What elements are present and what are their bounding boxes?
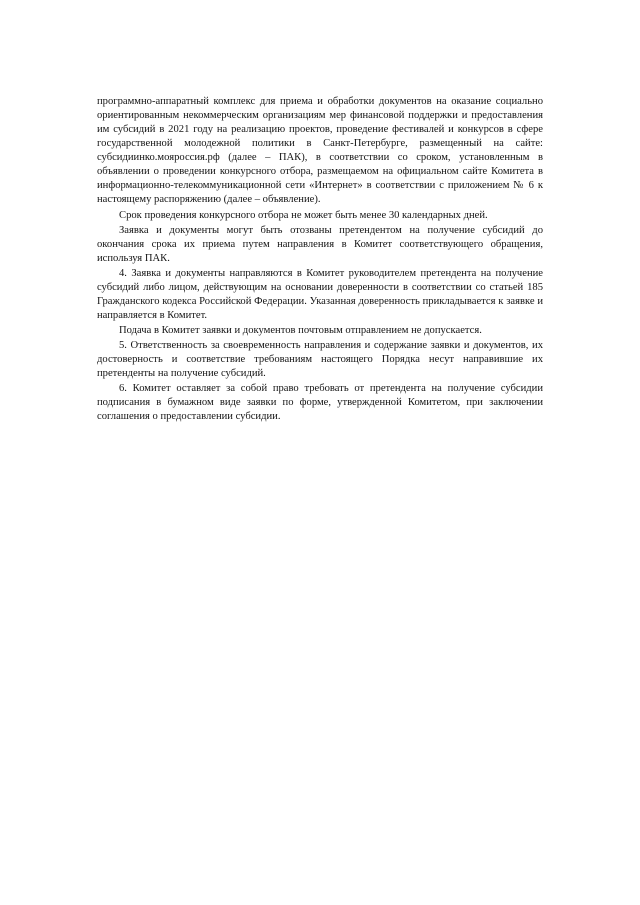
paragraph-withdrawal: Заявка и документы могут быть отозваны претендентом на получение субсидий до окончания срока их приема путем направления в Комитет соответствующего обращения, используя ПАК.: [97, 225, 543, 264]
paragraph-item-5: 5. Ответственность за своевременность направления и содержание заявки и документов, их достоверность и соответствие требованиям настоящего Порядка несут направившие их претенденты на получение субсидий.: [97, 340, 543, 379]
paragraph-postal-ban: Подача в Комитет заявки и документов почтовым отправлением не допускается.: [119, 325, 482, 336]
paragraph-item-4: 4. Заявка и документы направляются в Комитет руководителем претендента на получение субсидий либо лицом, действующим на основании доверенности в соответствии со статьей 185 Гражданского кодекса Российской Федерации. Указанная доверенность прикладывается к заявке и направляется в Комитет.: [97, 268, 543, 321]
paragraph-item-6: 6. Комитет оставляет за собой право требовать от претендента на получение субсидии подписания в бумажном виде заявки по форме, утвержденной Комитетом, при заключении соглашения о предоставлении субсидии.: [97, 383, 543, 422]
paragraph-pak-description: программно-аппаратный комплекс для приема и обработки документов на оказание социально ориентированным некоммерческим организациям мер финансовой поддержки и предоставления им субсидий в 2021 году на реализацию проектов, проведение фестивалей и конкурсов в сфере государственной молодежной политики в Санкт-Петербурге, размещенный на сайте: субсидиинко.мояроссия.рф (далее – ПАК), в соответствии со сроком, установленным в объявлении о проведении конкурсного отбора, размещаемом на официальном сайте Комитета в информационно-телекоммуникационной сети «Интернет» в соответствии с приложением № 6 к настоящему распоряжению (далее – объявление).: [97, 96, 543, 205]
document-body: [97, 95, 543, 424]
paragraph-selection-term: Срок проведения конкурсного отбора не может быть менее 30 календарных дней.: [119, 210, 488, 221]
